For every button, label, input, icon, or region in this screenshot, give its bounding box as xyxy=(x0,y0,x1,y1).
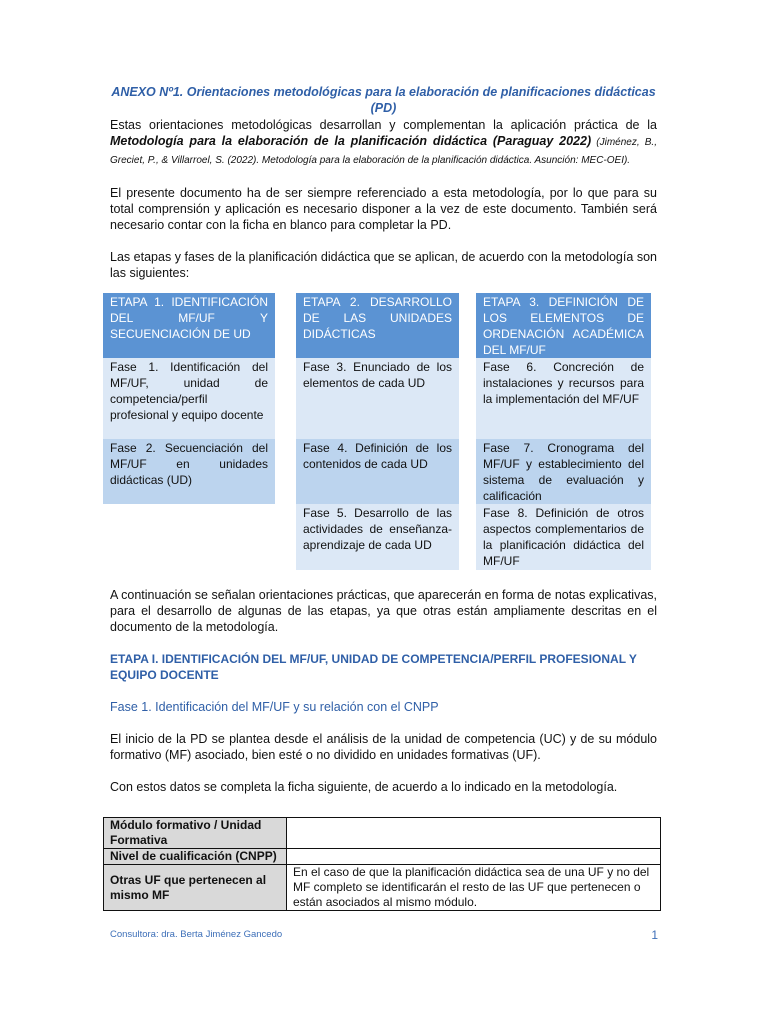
intro-text: Estas orientaciones metodológicas desarrollan y complementan la aplicación práctica de la xyxy=(110,118,657,132)
table-row xyxy=(104,849,661,865)
paragraph-practical-notes: A continuación se señalan orientaciones prácticas, que aparecerán en forma de notas explicativas, para el desarrollo de algunas de las etapas, ya que otras están ampliamente descritas en el documento de la metodología. xyxy=(110,588,657,634)
phase-4-cell: Fase 4. Definición de los contenidos de cada UD xyxy=(296,439,459,504)
citation: (Jiménez, B., Greciet, P., & Villarroel, S. (2022). Metodología para la elaboración de la planificación didáctica. Asunción: MEC-OEI). xyxy=(110,137,657,166)
page-number: 1 xyxy=(651,928,658,942)
paragraph-stages-intro: Las etapas y fases de la planificación didáctica que se aplican, de acuerdo con la metodología son las siguientes: xyxy=(110,250,657,280)
phase-7-cell: Fase 7. Cronograma del MF/UF y establecimiento del sistema de evaluación y calificación xyxy=(476,439,651,504)
stages-table xyxy=(103,293,651,571)
methodology-title: Metodología para la elaboración de la planificación didáctica (Paraguay 2022) xyxy=(110,134,592,148)
phase-6-cell: Fase 6. Concreción de instalaciones y recursos para la implementación del MF/UF xyxy=(476,358,651,439)
phase-1-heading: Fase 1. Identificación del MF/UF y su relación con el CNPP xyxy=(110,700,439,714)
intro-paragraph xyxy=(110,117,657,169)
phase-1-cell: Fase 1. Identificación del MF/UF, unidad de competencia/perfil profesional y equipo docente xyxy=(103,358,275,439)
stage-3-header: ETAPA 3. DEFINICIÓN DE LOS ELEMENTOS DE ORDENACIÓN ACADÉMICA DEL MF/UF xyxy=(476,293,651,358)
page-footer xyxy=(110,929,658,940)
stage-column-1 xyxy=(103,293,275,504)
footer-consultant: Consultora: dra. Berta Jiménez Gancedo xyxy=(110,929,283,940)
form-label-module: Módulo formativo / Unidad Formativa xyxy=(104,818,287,849)
paragraph-complete-form: Con estos datos se completa la ficha siguiente, de acuerdo a lo indicado en la metodología. xyxy=(110,780,618,794)
table-row xyxy=(104,865,661,911)
table-row xyxy=(104,818,661,849)
document-body xyxy=(110,84,657,281)
phase-8-cell: Fase 8. Definición de otros aspectos complementarios de la planificación didáctica del MF/UF xyxy=(476,504,651,570)
stage-column-2 xyxy=(296,293,459,570)
form-value-other-uf: En el caso de que la planificación didáctica sea de una UF y no del MF completo se identificarán el resto de las UF que pertenecen o están asociados al mismo módulo. xyxy=(287,865,661,911)
phase-2-cell: Fase 2. Secuenciación del MF/UF en unidades didácticas (UD) xyxy=(103,439,275,504)
paragraph-reference: El presente documento ha de ser siempre referenciado a esta metodología, por lo que para su total comprensión y aplicación es necesario disponer a la vez de este documento. También será necesario contar con la ficha en blanco para completar la PD. xyxy=(110,186,657,232)
form-value-module xyxy=(287,818,661,849)
phase-3-cell: Fase 3. Enunciado de los elementos de cada UD xyxy=(296,358,459,439)
document-body-continued xyxy=(110,587,657,795)
identification-form-table xyxy=(103,817,661,911)
stage-column-3 xyxy=(476,293,651,570)
form-label-level: Nivel de cualificación (CNPP) xyxy=(104,849,287,865)
document-title: ANEXO Nº1. Orientaciones metodológicas para la elaboración de planificaciones didácticas (PD) xyxy=(111,85,656,115)
stage-1-header: ETAPA 1. IDENTIFICACIÓN DEL MF/UF Y SECUENCIACIÓN DE UD xyxy=(103,293,275,358)
phase-5-cell: Fase 5. Desarrollo de las actividades de enseñanza-aprendizaje de cada UD xyxy=(296,504,459,570)
form-value-level xyxy=(287,849,661,865)
form-label-other-uf: Otras UF que pertenecen al mismo MF xyxy=(104,865,287,911)
paragraph-pd-start: El inicio de la PD se plantea desde el análisis de la unidad de competencia (UC) y de su módulo formativo (MF) asociado, bien esté o no dividido en unidades formativas (UF). xyxy=(110,732,657,762)
stage-2-header: ETAPA 2. DESARROLLO DE LAS UNIDADES DIDÁCTICAS xyxy=(296,293,459,358)
stage-1-heading: ETAPA I. IDENTIFICACIÓN DEL MF/UF, UNIDAD DE COMPETENCIA/PERFIL PROFESIONAL Y EQUIPO DOCENTE xyxy=(110,652,637,682)
